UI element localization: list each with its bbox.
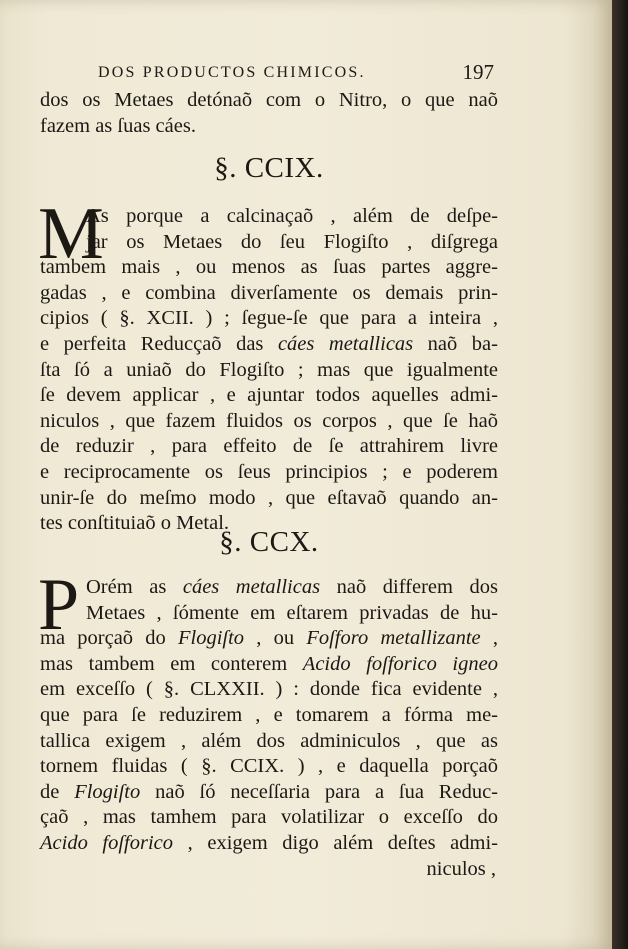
running-head: DOS PRODUCTOS CHIMICOS. — [98, 64, 366, 81]
section-heading-ccx: §. CCX. — [219, 526, 319, 558]
text-line: mas tambem em conterem Acido foſforico igneo — [40, 652, 498, 675]
text-line: que para ſe reduzirem , e tomarem a fórma me- — [40, 703, 498, 726]
text-line: Metaes , ſómente em eſtarem privadas de hu- — [86, 601, 498, 624]
catchword: niculos , — [426, 857, 496, 880]
text-line: As porque a calcinaçaõ , além de deſpe- — [86, 205, 498, 227]
text-line: ma porçaõ do Flogiſto , ou Foſforo metallizante , — [40, 627, 499, 650]
dropcap-p: P — [38, 564, 80, 646]
text-line: ſta ſó a uniaõ do Flogiſto ; mas que igualmente — [40, 358, 498, 381]
text-line: em exceſſo ( §. CLXXII. ) : donde fica evidente , — [40, 678, 498, 701]
text-line: de reduzir , para effeito de ſe attrahirem livre — [40, 435, 498, 458]
text-line: çaõ , mas tamhem para volatilizar o exceſſo do — [40, 806, 498, 829]
text-line: de Flogiſto naõ ſó neceſſaria para a ſua Reduc- — [40, 780, 498, 803]
text-line: unir-ſe do meſmo modo , que eſtavaõ quando an- — [40, 486, 498, 509]
page-header — [40, 60, 494, 88]
text-line: Acido foſforico , exigem digo além deſtes admi- — [40, 831, 498, 854]
text-line: tornem fluidas ( §. CCIX. ) , e daquella porçaõ — [40, 755, 498, 778]
section-ccx-paragraph — [38, 564, 499, 882]
text-line: e perfeita Reducçaõ das cáes metallicas naõ ba- — [40, 332, 498, 355]
page-number: 197 — [462, 60, 494, 84]
page-edge-shadow — [612, 0, 628, 949]
dropcap-m: M — [38, 193, 104, 275]
text-line: dos os Metaes detónaõ com o Nitro, o que naõ — [40, 89, 498, 111]
text-line: tallica exigem , além dos adminiculos , que as — [40, 729, 498, 752]
text-line: fazem as ſuas cáes. — [40, 114, 196, 137]
text-line: cipios ( §. XCII. ) ; ſegue-ſe que para a inteira , — [40, 307, 498, 330]
text-line: e reciprocamente os ſeus principios ; e poderem — [40, 460, 498, 483]
section-heading-ccix: §. CCIX. — [214, 152, 324, 184]
text-line: tambem mais , ou menos as ſuas partes aggre- — [40, 256, 498, 279]
section-ccix-paragraph — [38, 193, 498, 537]
text-line: ſe devem applicar , e ajuntar todos aquelles admi- — [40, 384, 498, 407]
intro-paragraph — [40, 88, 498, 139]
text-line: gadas , e combina diverſamente os demais prin- — [40, 281, 498, 304]
text-line: Orém as cáes metallicas naõ differem dos — [86, 576, 498, 598]
text-line: jar os Metaes do ſeu Flogiſto , diſgrega — [86, 230, 498, 253]
text-line: niculos , que fazem fluidos os corpos , que ſe haõ — [40, 409, 498, 432]
text-line: tes conſtituiaõ o Metal. — [40, 512, 230, 535]
